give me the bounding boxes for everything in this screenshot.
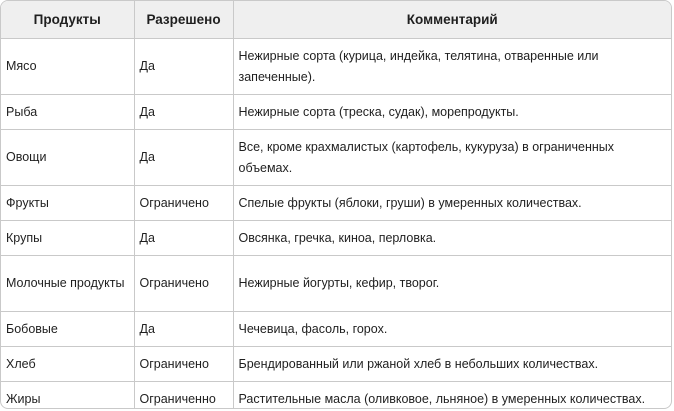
product-cell: Молочные продукты bbox=[1, 256, 134, 312]
allowed-cell: Да bbox=[134, 312, 233, 347]
product-cell: Хлеб bbox=[1, 347, 134, 382]
comment-cell: Овсянка, гречка, киноа, перловка. bbox=[233, 221, 671, 256]
comment-cell: Нежирные йогурты, кефир, творог. bbox=[233, 256, 671, 312]
allowed-cell: Ограничено bbox=[134, 347, 233, 382]
table-row bbox=[1, 312, 671, 347]
product-cell: Овощи bbox=[1, 130, 134, 186]
header-row bbox=[1, 1, 671, 39]
product-cell: Жиры bbox=[1, 382, 134, 410]
product-cell: Бобовые bbox=[1, 312, 134, 347]
comment-cell: Нежирные сорта (треска, судак), морепродукты. bbox=[233, 95, 671, 130]
allowed-cell: Да bbox=[134, 221, 233, 256]
comment-cell: Спелые фрукты (яблоки, груши) в умеренных количествах. bbox=[233, 186, 671, 221]
allowed-cell: Ограниченно bbox=[134, 382, 233, 410]
product-cell: Фрукты bbox=[1, 186, 134, 221]
product-cell: Мясо bbox=[1, 39, 134, 95]
product-cell: Рыба bbox=[1, 95, 134, 130]
table-row bbox=[1, 382, 671, 410]
table-row bbox=[1, 39, 671, 95]
allowed-cell: Да bbox=[134, 130, 233, 186]
comment-cell: Все, кроме крахмалистых (картофель, кукуруза) в ограниченных объемах. bbox=[233, 130, 671, 186]
header-allowed: Разрешено bbox=[134, 1, 233, 39]
comment-cell: Брендированный или ржаной хлеб в небольших количествах. bbox=[233, 347, 671, 382]
header-comment: Комментарий bbox=[233, 1, 671, 39]
table-row bbox=[1, 347, 671, 382]
table-row bbox=[1, 221, 671, 256]
comment-cell: Растительные масла (оливковое, льняное) в умеренных количествах. bbox=[238, 391, 646, 406]
table-row bbox=[1, 95, 671, 130]
allowed-cell: Да bbox=[134, 95, 233, 130]
table-row bbox=[1, 256, 671, 312]
products-table bbox=[1, 1, 671, 409]
header-products: Продукты bbox=[1, 1, 134, 39]
allowed-cell: Ограничено bbox=[134, 256, 233, 312]
allowed-cell: Ограничено bbox=[134, 186, 233, 221]
table-row bbox=[1, 130, 671, 186]
allowed-cell: Да bbox=[134, 39, 233, 95]
comment-cell: Чечевица, фасоль, горох. bbox=[233, 312, 671, 347]
comment-cell: Нежирные сорта (курица, индейка, телятина, отваренные или запеченные). bbox=[233, 39, 671, 95]
product-cell: Крупы bbox=[1, 221, 134, 256]
table-row bbox=[1, 186, 671, 221]
